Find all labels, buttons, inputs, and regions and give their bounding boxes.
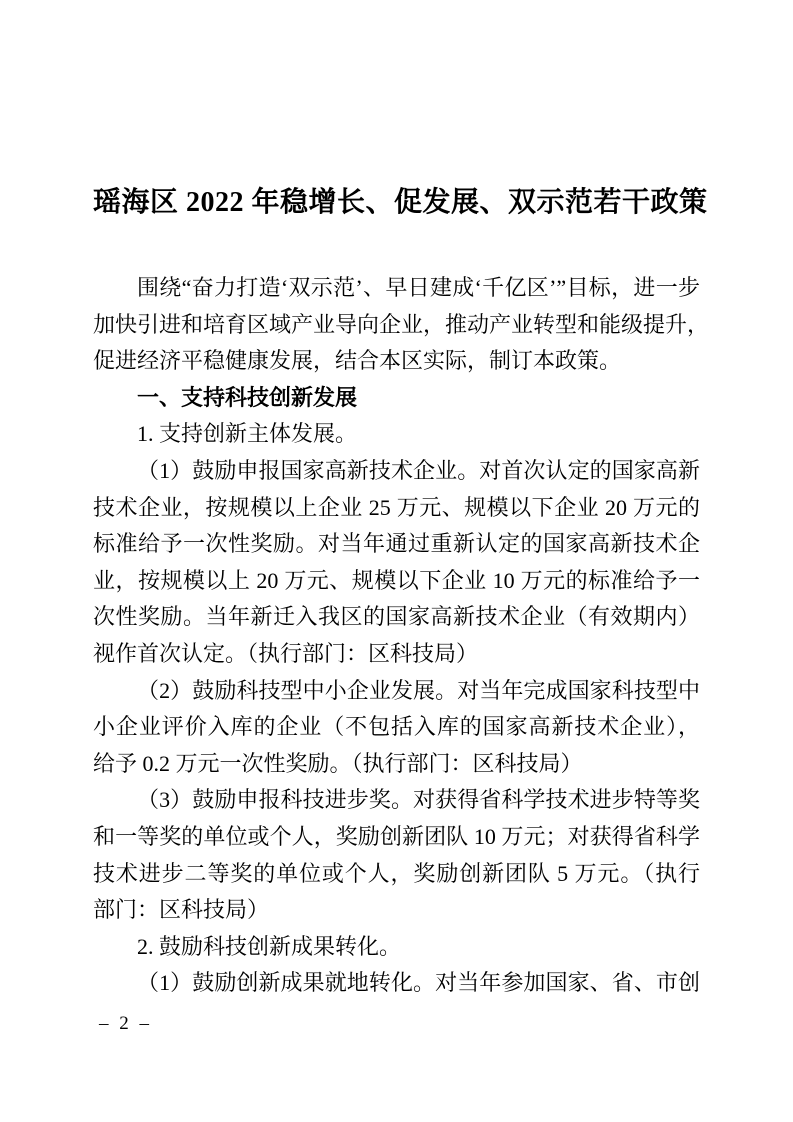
numbered-item-line: 2. 鼓励科技创新成果转化。: [137, 933, 402, 959]
paragraph-line: （2）鼓励科技型中小企业发展。对当年完成国家科技型中: [137, 677, 700, 703]
paragraph-line: 视作首次认定。（执行部门：区科技局）: [93, 640, 479, 666]
paragraph-line: 促进经济平稳健康发展，结合本区实际，制订本政策。: [93, 348, 622, 374]
paragraph-line: 小企业评价入库的企业（不包括入库的国家高新技术企业），: [93, 714, 700, 740]
paragraph-line: （1）鼓励创新成果就地转化。对当年参加国家、省、市创: [137, 970, 700, 996]
section-heading: 一、支持科技创新发展: [137, 384, 358, 410]
paragraph-line: 部门：区科技局）: [93, 897, 270, 923]
paragraph-line: 次性奖励。当年新迁入我区的国家高新技术企业（有效期内）: [93, 604, 700, 630]
paragraph-line: 给予 0.2 万元一次性奖励。（执行部门：区科技局）: [93, 750, 583, 776]
numbered-item-line: 1. 支持创新主体发展。: [137, 421, 358, 447]
paragraph-line: （3）鼓励申报科技进步奖。对获得省科学技术进步特等奖: [137, 787, 700, 813]
paragraph-line: 和一等奖的单位或个人，奖励创新团队 10 万元；对获得省科学: [93, 823, 700, 849]
paragraph-line: 围绕“奋力打造‘双示范’、早日建成‘千亿区’”目标，进一步: [137, 275, 700, 300]
page-number: – 2 –: [99, 1013, 152, 1034]
paragraph-line: 技术进步二等奖的单位或个人，奖励创新团队 5 万元。（执行: [93, 860, 700, 886]
paragraph-line: 加快引进和培育区域产业导向企业，推动产业转型和能级提升，: [93, 311, 710, 337]
document-title: 瑶海区 2022 年稳增长、促发展、双示范若干政策: [93, 187, 708, 218]
paragraph-line: 技术企业，按规模以上企业 25 万元、规模以下企业 20 万元的: [93, 494, 700, 520]
paragraph-line: （1）鼓励申报国家高新技术企业。对首次认定的国家高新: [137, 457, 700, 483]
paragraph-line: 业，按规模以上 20 万元、规模以下企业 10 万元的标准给予一: [93, 567, 700, 593]
paragraph-line: 标准给予一次性奖励。对当年通过重新认定的国家高新技术企: [93, 531, 700, 557]
document-body: [93, 270, 710, 1002]
